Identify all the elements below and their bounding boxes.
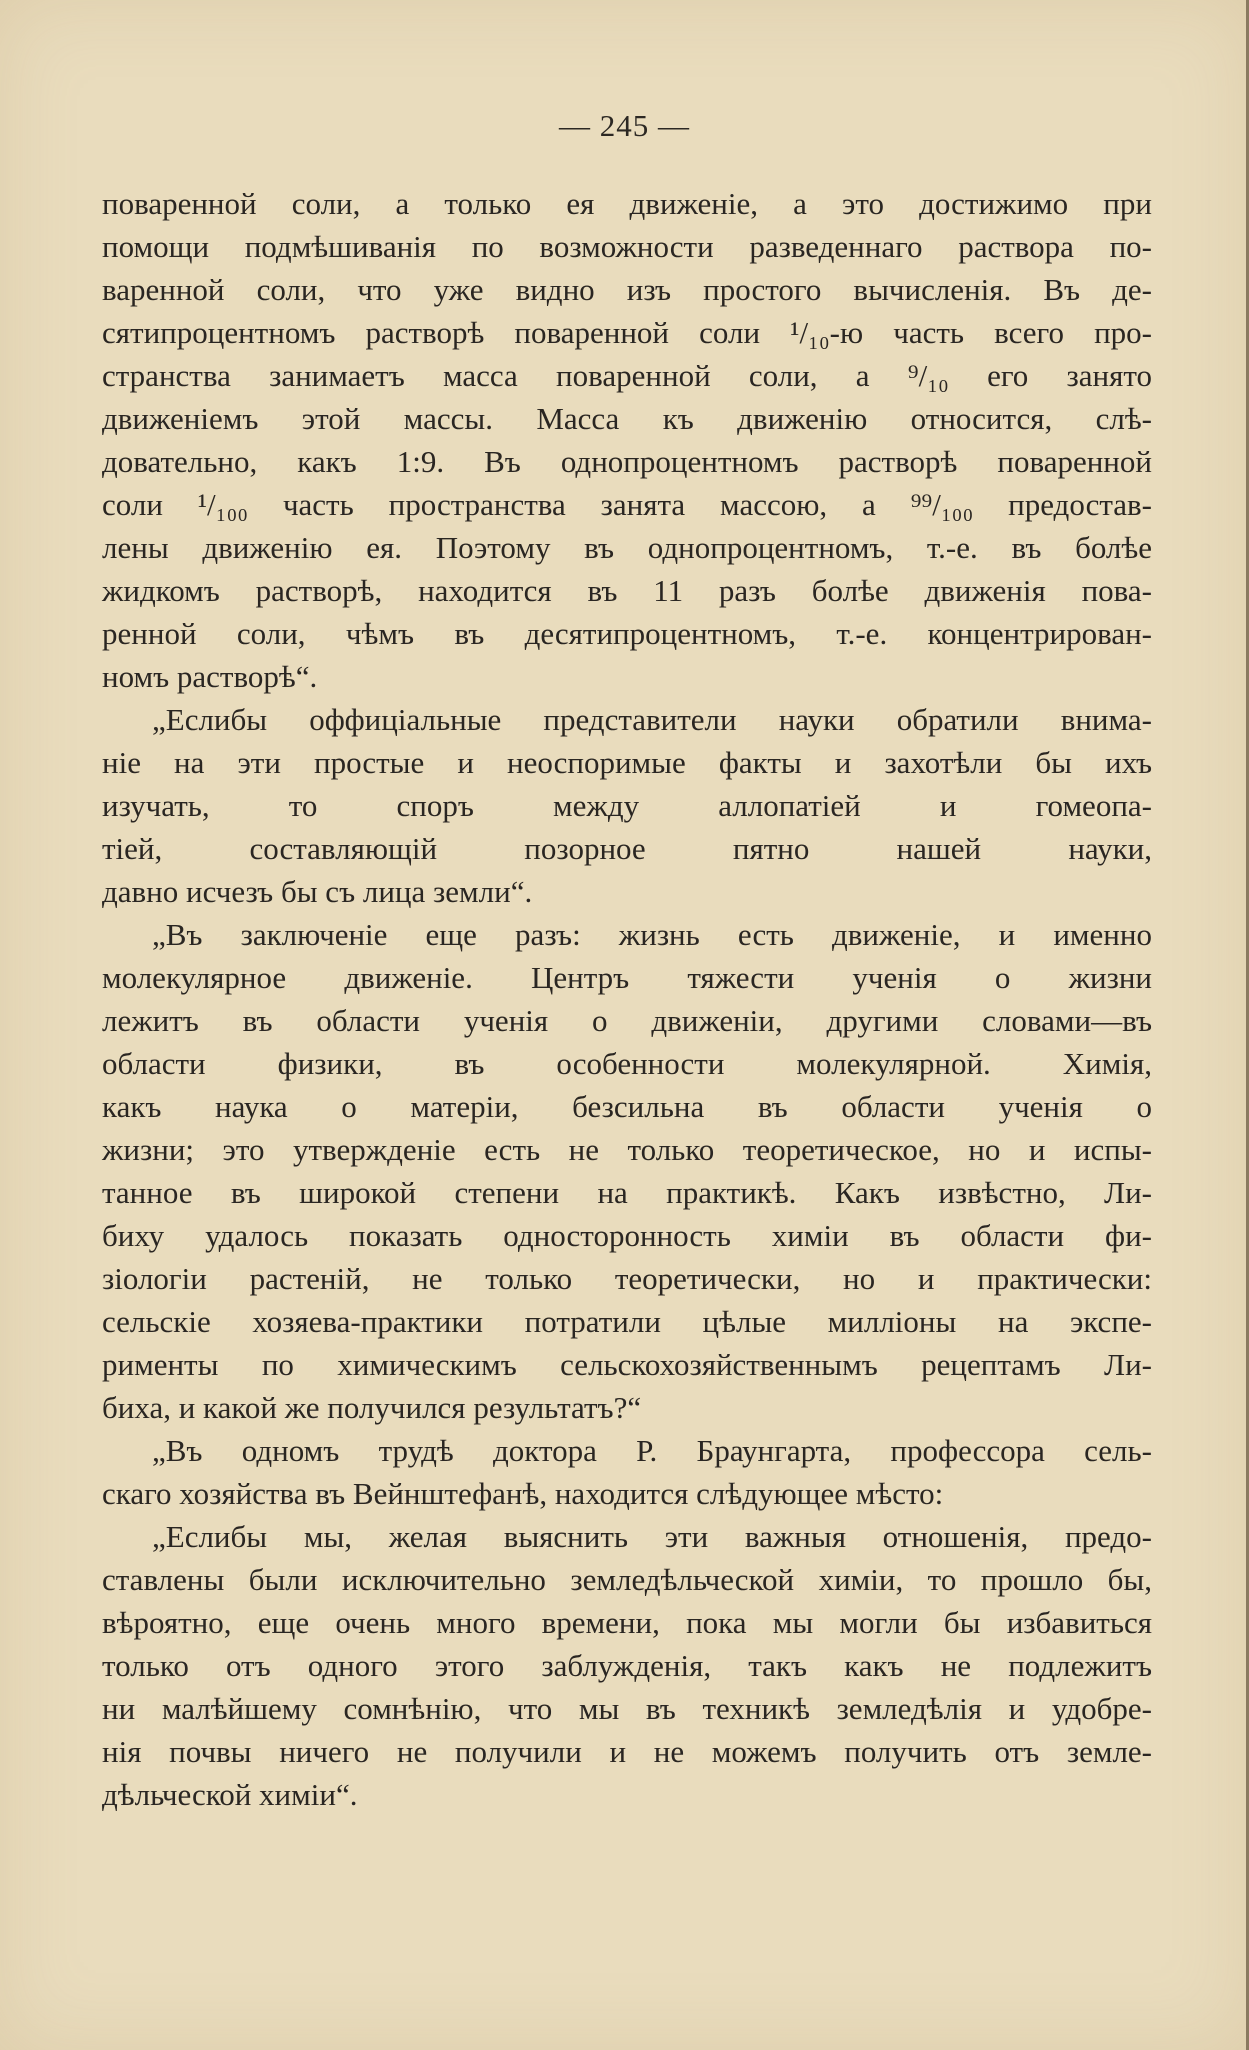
text-line: скаго хозяйства въ Вейнштефанѣ, находится слѣдующее мѣсто: [102, 1476, 944, 1511]
text-line: „Въ одномъ трудѣ доктора Р. Браунгарта, профессора сель- [152, 1433, 1152, 1468]
text-line: ни малѣйшему сомнѣнію, что мы въ техникѣ земледѣлія и удобре- [102, 1691, 1152, 1726]
paragraph [102, 913, 1152, 1429]
text-line: поваренной соли, а только ея движеніе, а это достижимо при [102, 186, 1152, 221]
text-line: молекулярное движеніе. Центръ тяжести ученія о жизни [102, 960, 1152, 995]
text-line: давно исчезъ бы съ лица земли“. [102, 874, 533, 909]
text-line: биха, и какой же получился результатъ?“ [102, 1390, 642, 1425]
paragraph [102, 698, 1152, 913]
text-line: варенной соли, что уже видно изъ простого вычисленія. Въ де- [102, 272, 1152, 307]
text-line: довательно, какъ 1:9. Въ однопроцентномъ растворѣ поваренной [102, 444, 1152, 479]
text-line: биху удалось показать односторонность химіи въ области фи- [102, 1218, 1152, 1253]
text-line: помощи подмѣшиванія по возможности разведеннаго раствора по- [102, 229, 1152, 264]
text-line: ніе на эти простые и неоспоримые факты и захотѣли бы ихъ [102, 745, 1152, 780]
text-line: дѣльческой химіи“. [102, 1777, 358, 1812]
text-line: вѣроятно, еще очень много времени, пока мы могли бы избавиться [102, 1605, 1152, 1640]
text-line: лежитъ въ области ученія о движеніи, другими словами—въ [102, 1003, 1152, 1038]
paragraph [102, 1429, 1152, 1515]
text-line: странства занимаетъ масса поваренной соли, а ⁹/₁₀ его занято [102, 358, 1152, 393]
text-line: „Еслибы мы, желая выяснить эти важныя отношенія, предо- [152, 1519, 1152, 1554]
text-line: лены движенію ея. Поэтому въ однопроцентномъ, т.-е. въ болѣе [102, 530, 1152, 565]
text-line: сятипроцентномъ растворѣ поваренной соли ¹/₁₀-ю часть всего про- [102, 315, 1152, 350]
text-line: танное въ широкой степени на практикѣ. Какъ извѣстно, Ли- [102, 1175, 1152, 1210]
text-line: номъ растворѣ“. [102, 659, 318, 694]
text-line: жидкомъ растворѣ, находится въ 11 разъ болѣе движенія пова- [102, 573, 1152, 608]
text-line: движеніемъ этой массы. Масса къ движенію относится, слѣ- [102, 401, 1152, 436]
text-line: жизни; это утвержденіе есть не только теоретическое, но и испы- [102, 1132, 1152, 1167]
text-line: тіей, составляющій позорное пятно нашей науки, [102, 831, 1152, 866]
text-line: рименты по химическимъ сельскохозяйственнымъ рецептамъ Ли- [102, 1347, 1152, 1382]
text-line: только отъ одного этого заблужденія, такъ какъ не подлежитъ [102, 1648, 1152, 1683]
text-line: „Еслибы оффиціальные представители науки обратили внима- [152, 702, 1152, 737]
text-line: ренной соли, чѣмъ въ десятипроцентномъ, т.-е. концентрирован- [102, 616, 1152, 651]
text-line: сельскіе хозяева-практики потратили цѣлые милліоны на экспе- [102, 1304, 1152, 1339]
text-line: „Въ заключеніе еще разъ: жизнь есть движеніе, и именно [152, 917, 1152, 952]
text-line: какъ наука о матеріи, безсильна въ области ученія о [102, 1089, 1152, 1124]
text-line: зіологіи растеній, не только теоретически, но и практически: [102, 1261, 1152, 1296]
text-line: ставлены были исключительно земледѣльческой химіи, то прошло бы, [102, 1562, 1152, 1597]
text-line: области физики, въ особенности молекулярной. Химія, [102, 1046, 1152, 1081]
paragraph [102, 182, 1152, 698]
text-line: нія почвы ничего не получили и не можемъ получить отъ земле- [102, 1734, 1152, 1769]
text-line: соли ¹/₁₀₀ часть пространства занята массою, а ⁹⁹/₁₀₀ предостав- [102, 487, 1152, 522]
body-text [102, 182, 1152, 1816]
text-line: изучать, то споръ между аллопатіей и гомеопа- [102, 788, 1152, 823]
paragraph [102, 1515, 1152, 1816]
page-number: — 245 — [559, 108, 690, 143]
